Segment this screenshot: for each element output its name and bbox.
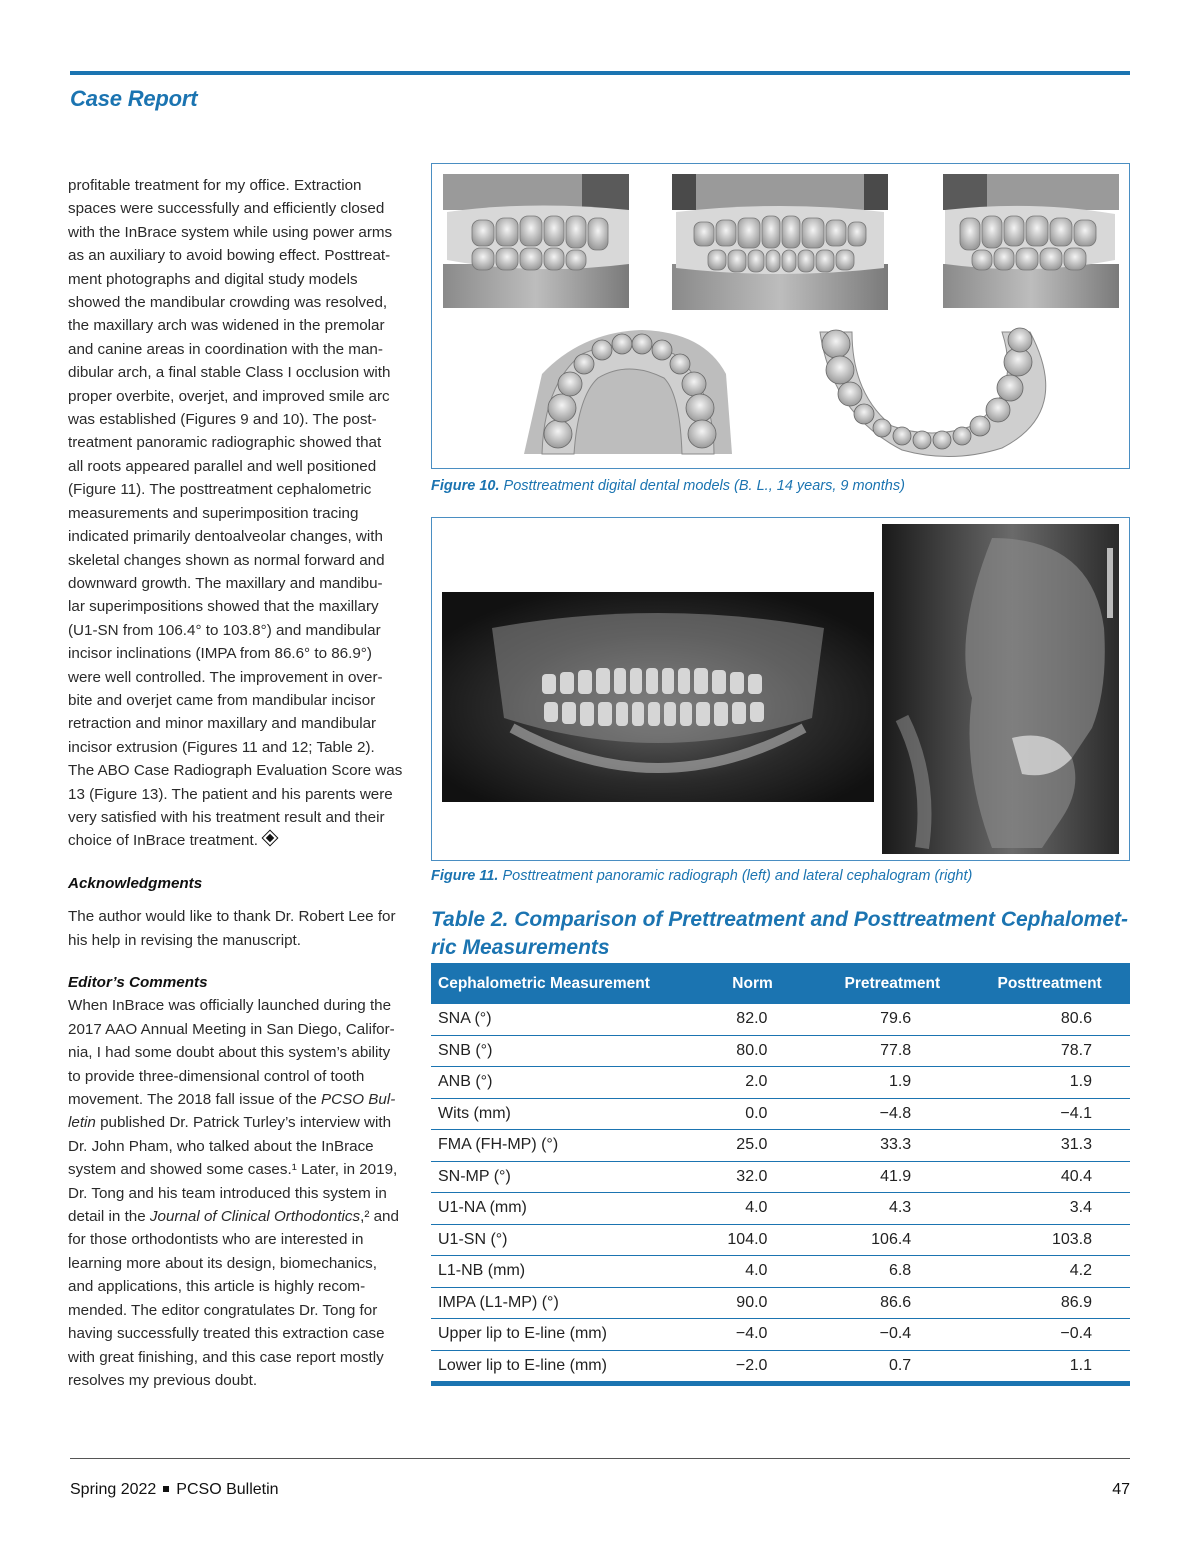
value-cell: 3.4 bbox=[969, 1193, 1130, 1225]
text-line: letin published Dr. Patrick Turley’s interview with bbox=[68, 1114, 392, 1132]
bullet-square-icon bbox=[163, 1486, 169, 1492]
value-cell: 0.0 bbox=[690, 1098, 816, 1130]
table-row bbox=[431, 1319, 1130, 1351]
value-cell: 78.7 bbox=[969, 1035, 1130, 1067]
text-line: to provide three-dimensional control of tooth bbox=[68, 1067, 365, 1085]
end-mark-icon bbox=[261, 830, 278, 847]
text-line: treatment panoramic radiographic showed that bbox=[68, 434, 382, 452]
mandibular-occlusal-model bbox=[820, 328, 1046, 457]
header-measurement: Cephalometric Measurement bbox=[431, 963, 690, 1004]
value-cell: −4.8 bbox=[815, 1098, 969, 1130]
value-cell: 103.8 bbox=[969, 1224, 1130, 1256]
text-line: (U1-SN from 106.4° to 103.8°) and mandibular bbox=[68, 621, 381, 639]
table-row bbox=[431, 1350, 1130, 1384]
value-cell: 2.0 bbox=[690, 1067, 816, 1099]
text-line: downward growth. The maxillary and mandibu- bbox=[68, 574, 383, 592]
right-buccal-model bbox=[443, 174, 629, 308]
measurement-cell: U1-SN (°) bbox=[431, 1224, 690, 1256]
measurement-cell: L1-NB (mm) bbox=[431, 1256, 690, 1288]
text-line: measurements and superimposition tracing bbox=[68, 504, 359, 522]
text-line: his help in revising the manuscript. bbox=[68, 931, 301, 949]
value-cell: −2.0 bbox=[690, 1350, 816, 1384]
value-cell: −0.4 bbox=[815, 1319, 969, 1351]
value-cell: 0.7 bbox=[815, 1350, 969, 1384]
text-line: dibular arch, a final stable Class I occlusion with bbox=[68, 364, 391, 382]
table-row bbox=[431, 1004, 1130, 1035]
figure-11 bbox=[431, 517, 1130, 861]
text-line: and canine areas in coordination with the man- bbox=[68, 340, 383, 358]
body-text-column bbox=[68, 174, 410, 1392]
table-row bbox=[431, 1256, 1130, 1288]
measurement-cell: FMA (FH-MP) (°) bbox=[431, 1130, 690, 1162]
table-row bbox=[431, 1224, 1130, 1256]
table-row bbox=[431, 1287, 1130, 1319]
value-cell: 1.9 bbox=[969, 1067, 1130, 1099]
text-line: having successfully treated this extraction case bbox=[68, 1325, 385, 1343]
figure-10 bbox=[431, 163, 1130, 469]
measurement-cell: Upper lip to E-line (mm) bbox=[431, 1319, 690, 1351]
table-row bbox=[431, 1035, 1130, 1067]
text-line: the maxillary arch was widened in the premolar bbox=[68, 317, 385, 335]
text-line: learning more about its design, biomechanics, bbox=[68, 1254, 377, 1272]
table-row bbox=[431, 1067, 1130, 1099]
value-cell: 1.9 bbox=[815, 1067, 969, 1099]
text-line: Dr. John Pham, who talked about the InBrace bbox=[68, 1137, 374, 1155]
value-cell: 106.4 bbox=[815, 1224, 969, 1256]
measurement-cell: SNA (°) bbox=[431, 1004, 690, 1035]
measurement-cell: Lower lip to E-line (mm) bbox=[431, 1350, 690, 1384]
value-cell: 31.3 bbox=[969, 1130, 1130, 1162]
text-line: all roots appeared parallel and well positioned bbox=[68, 457, 377, 475]
lateral-cephalogram bbox=[882, 524, 1119, 854]
measurement-cell: IMPA (L1-MP) (°) bbox=[431, 1287, 690, 1319]
table-row bbox=[431, 1161, 1130, 1193]
text-line: bite and overjet came from mandibular incisor bbox=[68, 691, 376, 709]
text-line: Dr. Tong and his team introduced this system in bbox=[68, 1184, 387, 1202]
editors-comments-text bbox=[68, 994, 410, 1392]
text-line: (Figure 11). The posttreatment cephalometric bbox=[68, 481, 372, 499]
table-row bbox=[431, 1130, 1130, 1162]
value-cell: 4.2 bbox=[969, 1256, 1130, 1288]
value-cell: −4.1 bbox=[969, 1098, 1130, 1130]
text-line: retraction and minor maxillary and mandibular bbox=[68, 715, 377, 733]
text-line: and applications, this article is highly recom- bbox=[68, 1278, 366, 1296]
text-line: indicated primarily dentoalveolar changes, with bbox=[68, 528, 383, 546]
text-line: very satisfied with his treatment result and their bbox=[68, 808, 385, 826]
text-line: was established (Figures 9 and 10). The post- bbox=[68, 411, 377, 429]
left-buccal-model bbox=[943, 174, 1119, 308]
panoramic-radiograph bbox=[442, 592, 874, 802]
value-cell: 77.8 bbox=[815, 1035, 969, 1067]
value-cell: 90.0 bbox=[690, 1287, 816, 1319]
text-line: showed the mandibular crowding was resolved, bbox=[68, 294, 388, 312]
table-header-row bbox=[431, 963, 1130, 1004]
value-cell: 25.0 bbox=[690, 1130, 816, 1162]
maxillary-occlusal-model bbox=[524, 330, 732, 454]
top-rule bbox=[70, 71, 1130, 75]
table-row bbox=[431, 1098, 1130, 1130]
value-cell: 40.4 bbox=[969, 1161, 1130, 1193]
text-line: resolves my previous doubt. bbox=[68, 1371, 258, 1389]
text-line: The ABO Case Radiograph Evaluation Score was bbox=[68, 762, 403, 780]
value-cell: −0.4 bbox=[969, 1319, 1130, 1351]
value-cell: 41.9 bbox=[815, 1161, 969, 1193]
value-cell: 33.3 bbox=[815, 1130, 969, 1162]
table-2-title: Table 2. Comparison of Prettreatment and Posttreatment Cephalomet- ric Measurements bbox=[431, 908, 1129, 959]
text-line: incisor extrusion (Figures 11 and 12; Table 2). bbox=[68, 738, 375, 756]
header-posttreatment: Posttreatment bbox=[969, 963, 1130, 1004]
text-line: were well controlled. The improvement in over- bbox=[68, 668, 383, 686]
text-line: 2017 AAO Annual Meeting in San Diego, Califor- bbox=[68, 1020, 395, 1038]
text-line: When InBrace was officially launched during the bbox=[68, 997, 392, 1015]
text-line: profitable treatment for my office. Extraction bbox=[68, 177, 362, 194]
value-cell: 79.6 bbox=[815, 1004, 969, 1035]
measurement-cell: U1-NA (mm) bbox=[431, 1193, 690, 1225]
footer-issue: Spring 2022 PCSO Bulletin bbox=[70, 1481, 279, 1498]
value-cell: 6.8 bbox=[815, 1256, 969, 1288]
text-line: with great finishing, and this case report mostly bbox=[68, 1348, 384, 1366]
header-pretreatment: Pretreatment bbox=[815, 963, 969, 1004]
text-line: 13 (Figure 13). The patient and his parents were bbox=[68, 785, 393, 803]
text-line: The author would like to thank Dr. Robert Lee for bbox=[68, 908, 396, 926]
text-line: ment photographs and digital study models bbox=[68, 270, 358, 288]
value-cell: 4.0 bbox=[690, 1256, 816, 1288]
value-cell: 1.1 bbox=[969, 1350, 1130, 1384]
text-line: for those orthodontists who are interested in bbox=[68, 1231, 364, 1249]
frontal-model bbox=[672, 174, 888, 310]
text-line: mended. The editor congratulates Dr. Tong for bbox=[68, 1301, 378, 1319]
value-cell: 104.0 bbox=[690, 1224, 816, 1256]
text-line: with the InBrace system while using power arms bbox=[68, 223, 393, 241]
text-line: proper overbite, overjet, and improved smile arc bbox=[68, 387, 390, 405]
figure-10-caption: Figure 10. Posttreatment digital dental models (B. L., 14 years, 9 months) bbox=[431, 478, 905, 494]
value-cell: 4.0 bbox=[690, 1193, 816, 1225]
header-norm: Norm bbox=[690, 963, 816, 1004]
body-paragraph bbox=[68, 174, 410, 853]
measurement-cell: Wits (mm) bbox=[431, 1098, 690, 1130]
editors-comments-heading: Editor’s Comments bbox=[68, 974, 208, 991]
footer-rule bbox=[70, 1458, 1130, 1459]
measurement-cell: SNB (°) bbox=[431, 1035, 690, 1067]
value-cell: 86.6 bbox=[815, 1287, 969, 1319]
text-line: movement. The 2018 fall issue of the PCSO Bul- bbox=[68, 1091, 396, 1109]
value-cell: 80.6 bbox=[969, 1004, 1130, 1035]
text-line: detail in the Journal of Clinical Orthodontics,² and bbox=[68, 1208, 399, 1226]
figure-11-caption: Figure 11. Posttreatment panoramic radiograph (left) and lateral cephalogram (right) bbox=[431, 868, 973, 884]
page-number: 47 bbox=[1112, 1481, 1130, 1498]
acknowledgments-text bbox=[68, 905, 410, 952]
value-cell: 80.0 bbox=[690, 1035, 816, 1067]
text-line: skeletal changes shown as normal forward and bbox=[68, 551, 385, 569]
section-label: Case Report bbox=[70, 86, 198, 111]
text-line: system and showed some cases.¹ Later, in 2019, bbox=[68, 1161, 398, 1179]
cephalometric-table bbox=[431, 963, 1130, 1386]
text-line: incisor inclinations (IMPA from 86.6° to 86.9°) bbox=[68, 645, 372, 663]
text-line: as an auxiliary to avoid bowing effect. Posttreat- bbox=[68, 247, 391, 265]
table-row bbox=[431, 1193, 1130, 1225]
text-line: choice of InBrace treatment. bbox=[68, 829, 410, 852]
measurement-cell: SN-MP (°) bbox=[431, 1161, 690, 1193]
value-cell: 4.3 bbox=[815, 1193, 969, 1225]
value-cell: −4.0 bbox=[690, 1319, 816, 1351]
measurement-cell: ANB (°) bbox=[431, 1067, 690, 1099]
value-cell: 32.0 bbox=[690, 1161, 816, 1193]
acknowledgments-heading: Acknowledgments bbox=[68, 874, 203, 892]
text-line: spaces were successfully and efficiently closed bbox=[68, 200, 385, 218]
radiographs-image bbox=[432, 518, 1129, 860]
value-cell: 86.9 bbox=[969, 1287, 1130, 1319]
value-cell: 82.0 bbox=[690, 1004, 816, 1035]
digital-dental-models-image bbox=[432, 164, 1129, 468]
text-line: nia, I had some doubt about this system’s ability bbox=[68, 1044, 391, 1062]
text-line: lar superimpositions showed that the maxillary bbox=[68, 598, 379, 616]
